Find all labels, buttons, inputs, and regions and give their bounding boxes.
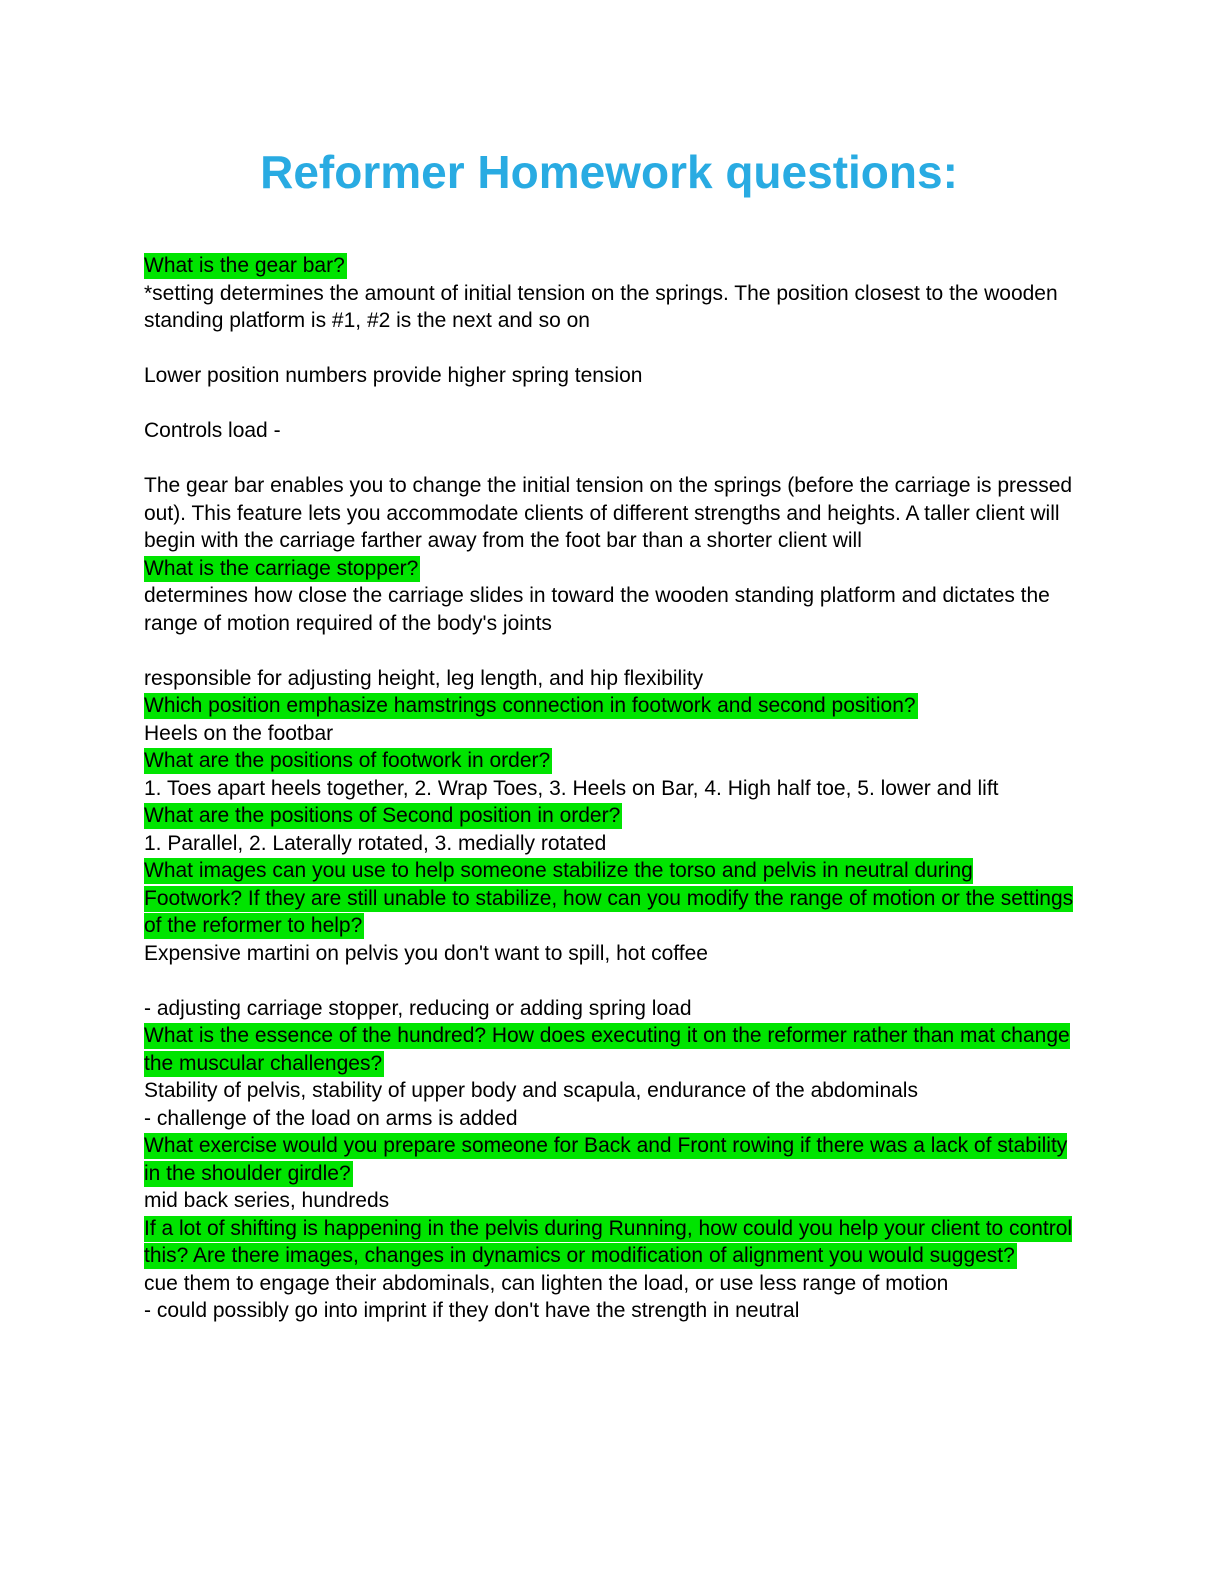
answer-line: [144, 665, 1074, 693]
answer-text: responsible for adjusting height, leg length, and hip flexibility: [144, 666, 704, 690]
blank-line: [144, 445, 1074, 473]
question-line: [144, 857, 1074, 940]
answer-line: [144, 417, 1074, 445]
answer-line: [144, 1297, 1074, 1325]
answer-text: Stability of pelvis, stability of upper body and scapula, endurance of the abdominals: [144, 1079, 918, 1102]
answer-text: - could possibly go into imprint if they don't have the strength in neutral: [144, 1299, 800, 1322]
answer-text: Expensive martini on pelvis you don't want to spill, hot coffee: [144, 941, 708, 965]
answer-text: - challenge of the load on arms is added: [144, 1106, 518, 1130]
page-title: Reformer Homework questions:: [260, 146, 958, 198]
answer-text: Lower position numbers provide higher spring tension: [144, 364, 643, 387]
blank-line: [144, 967, 1074, 995]
question-highlight: Which position emphasize hamstrings connection in footwork and second position?: [144, 694, 916, 717]
question-highlight: What are the positions of Second position in order?: [144, 804, 621, 827]
question-highlight: What are the positions of footwork in order?: [144, 749, 551, 772]
blank-line: [144, 637, 1074, 665]
question-line: [144, 747, 1074, 775]
question-highlight: What images can you use to help someone stabilize the torso and pelvis in neutral during Footwork? If they are still unable to stabilize, how can you modify the range of motion or the settings of the reformer to help?: [144, 859, 1074, 937]
answer-text: 1. Toes apart heels together, 2. Wrap Toes, 3. Heels on Bar, 4. High half toe, 5. lower and lift: [144, 776, 999, 800]
question-line: [144, 252, 1074, 280]
answer-line: [144, 582, 1074, 637]
question-highlight: What is the essence of the hundred? How does executing it on the reformer rather than mat change the muscular challenges?: [144, 1024, 1070, 1075]
blank-line: [144, 335, 1074, 363]
answer-line: [144, 280, 1074, 335]
answer-text: cue them to engage their abdominals, can lighten the load, or use less range of motion: [144, 1271, 949, 1295]
blank-line: [144, 390, 1074, 418]
answer-line: [144, 995, 1074, 1023]
question-highlight: What exercise would you prepare someone for Back and Front rowing if there was a lack of stability in the shoulder girdle?: [144, 1134, 1068, 1185]
answer-text: 1. Parallel, 2. Laterally rotated, 3. medially rotated: [144, 831, 607, 855]
question-highlight: What is the carriage stopper?: [144, 556, 419, 580]
question-highlight: If a lot of shifting is happening in the pelvis during Running, how could you help your client to control this? Are there images, changes in dynamics or modification of alignment you would suggest?: [144, 1216, 1073, 1267]
document-body: [144, 252, 1074, 1325]
question-line: [144, 1215, 1074, 1270]
answer-line: [144, 1187, 1074, 1215]
question-line: [144, 692, 1074, 720]
answer-text: determines how close the carriage slides in toward the wooden standing platform and dictates the range of motion required of the body's joints: [144, 584, 1050, 635]
answer-line: [144, 940, 1074, 968]
question-line: [144, 1132, 1074, 1187]
answer-line: [144, 720, 1074, 748]
answer-text: mid back series, hundreds: [144, 1189, 390, 1212]
question-line: [144, 1022, 1074, 1077]
answer-text: *setting determines the amount of initial tension on the springs. The position closest to the wooden standing platform is #1, #2 is the next and so on: [144, 281, 1058, 332]
answer-line: [144, 775, 1074, 803]
answer-line: [144, 1270, 1074, 1298]
answer-line: [144, 472, 1074, 555]
answer-line: [144, 830, 1074, 858]
answer-text: The gear bar enables you to change the initial tension on the springs (before the carriage is pressed out). This feature lets you accommodate clients of different strengths and heights. A taller client will begin with the carriage farther away from the foot bar than a shorter client will: [144, 474, 1073, 552]
question-highlight: What is the gear bar?: [144, 254, 345, 277]
answer-line: [144, 1077, 1074, 1105]
answer-text: Controls load -: [144, 419, 281, 442]
answer-line: [144, 1105, 1074, 1133]
question-line: [144, 802, 1074, 830]
answer-line: [144, 362, 1074, 390]
question-line: [144, 555, 1074, 583]
answer-text: - adjusting carriage stopper, reducing or adding spring load: [144, 996, 692, 1020]
answer-text: Heels on the footbar: [144, 721, 334, 745]
